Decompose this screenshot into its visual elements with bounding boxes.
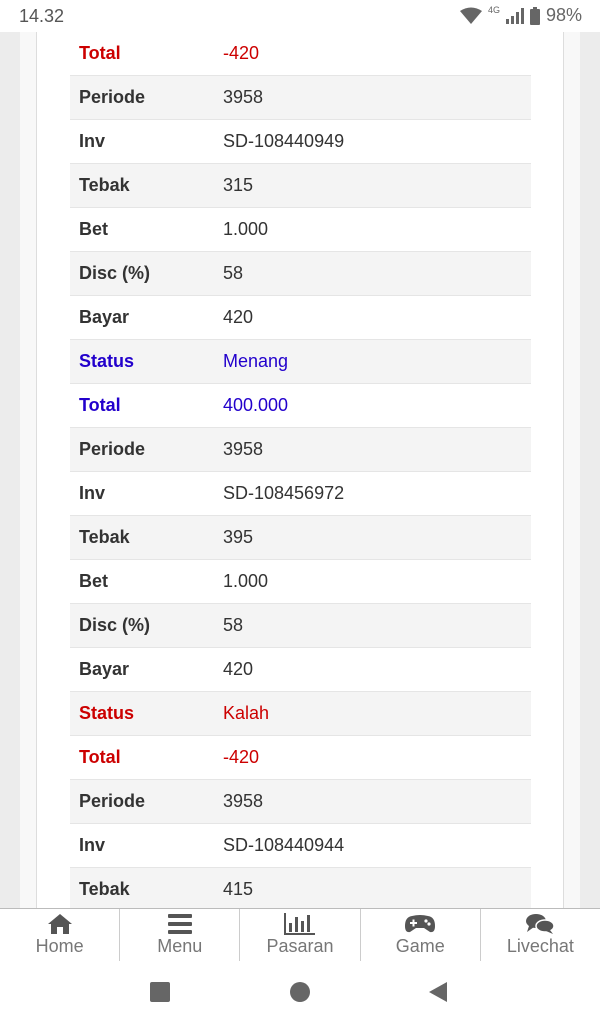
- gamepad-icon: [404, 913, 436, 935]
- row-label: Disc (%): [79, 615, 151, 635]
- nav-pasaran-label: Pasaran: [266, 936, 334, 956]
- nav-game-label: Game: [395, 936, 445, 956]
- status-time: 14.32: [19, 6, 65, 26]
- row-label: Status: [79, 703, 135, 723]
- table-row: [70, 648, 531, 692]
- table-row: [70, 824, 531, 868]
- battery-icon: [530, 7, 540, 25]
- row-value: 420: [223, 659, 254, 679]
- row-label: Bet: [79, 571, 109, 591]
- row-value: 58: [223, 615, 244, 635]
- row-value: 1.000: [223, 571, 269, 591]
- row-label: Periode: [79, 87, 146, 107]
- network-type: 4G: [487, 4, 500, 15]
- status-bar: [0, 0, 600, 32]
- table-row: [70, 32, 531, 76]
- row-label: Bet: [79, 219, 109, 239]
- nav-menu-label: Menu: [157, 936, 203, 956]
- table-row: [70, 472, 531, 516]
- row-value: -420: [223, 747, 260, 767]
- nav-livechat[interactable]: [481, 909, 600, 962]
- nav-home[interactable]: [0, 909, 120, 962]
- row-value: Menang: [223, 351, 289, 371]
- nav-game[interactable]: [361, 909, 481, 962]
- table-row: [70, 76, 531, 120]
- nav-home-label: Home: [35, 936, 84, 956]
- row-value: SD-108456972: [223, 483, 345, 503]
- table-row: [70, 780, 531, 824]
- system-nav-bar: [0, 961, 600, 1024]
- row-value: 315: [223, 175, 254, 195]
- row-value: 415: [223, 879, 254, 899]
- row-label: Tebak: [79, 527, 130, 547]
- bottom-nav: [0, 908, 600, 962]
- home-icon: [47, 913, 73, 935]
- row-label: Bayar: [79, 307, 130, 327]
- row-value: 395: [223, 527, 254, 547]
- row-value: 1.000: [223, 219, 269, 239]
- back-icon[interactable]: [427, 981, 449, 1003]
- row-value: 3958: [223, 439, 264, 459]
- chart-icon: [284, 913, 316, 935]
- wifi-icon: [460, 7, 482, 25]
- row-label: Inv: [79, 835, 106, 855]
- row-value: 420: [223, 307, 254, 327]
- table-row: [70, 208, 531, 252]
- table-row: [70, 120, 531, 164]
- row-value: 3958: [223, 87, 264, 107]
- row-value: SD-108440944: [223, 835, 345, 855]
- row-value: 3958: [223, 791, 264, 811]
- bet-detail-table: [70, 32, 531, 908]
- table-row: [70, 340, 531, 384]
- table-row: [70, 428, 531, 472]
- row-label: Periode: [79, 791, 146, 811]
- table-row: [70, 296, 531, 340]
- row-value: -420: [223, 43, 260, 63]
- nav-livechat-label: Livechat: [506, 936, 574, 956]
- row-value: 58: [223, 263, 244, 283]
- signal-icon: [506, 8, 524, 24]
- row-label: Status: [79, 351, 135, 371]
- nav-pasaran[interactable]: [240, 909, 360, 962]
- row-value: 400.000: [223, 395, 289, 415]
- table-row: [70, 252, 531, 296]
- row-label: Disc (%): [79, 263, 151, 283]
- table-row: [70, 868, 531, 908]
- table-row: [70, 692, 531, 736]
- table-row: [70, 164, 531, 208]
- row-label: Total: [79, 395, 121, 415]
- menu-icon: [167, 913, 193, 935]
- row-label: Total: [79, 43, 121, 63]
- status-icons: [460, 5, 582, 26]
- table-row: [70, 560, 531, 604]
- table-row: [70, 516, 531, 560]
- row-value: SD-108440949: [223, 131, 345, 151]
- row-label: Inv: [79, 483, 106, 503]
- table-row: [70, 384, 531, 428]
- table-row: [70, 736, 531, 780]
- row-label: Periode: [79, 439, 146, 459]
- table-row: [70, 604, 531, 648]
- row-label: Tebak: [79, 879, 130, 899]
- chat-icon: [525, 913, 555, 935]
- row-value: Kalah: [223, 703, 270, 723]
- battery-level: 98%: [545, 5, 582, 25]
- nav-menu[interactable]: [120, 909, 240, 962]
- row-label: Total: [79, 747, 121, 767]
- row-label: Inv: [79, 131, 106, 151]
- row-label: Tebak: [79, 175, 130, 195]
- row-label: Bayar: [79, 659, 130, 679]
- page-content[interactable]: [0, 32, 600, 908]
- recents-icon[interactable]: [149, 981, 171, 1003]
- home-circle-icon[interactable]: [289, 981, 311, 1003]
